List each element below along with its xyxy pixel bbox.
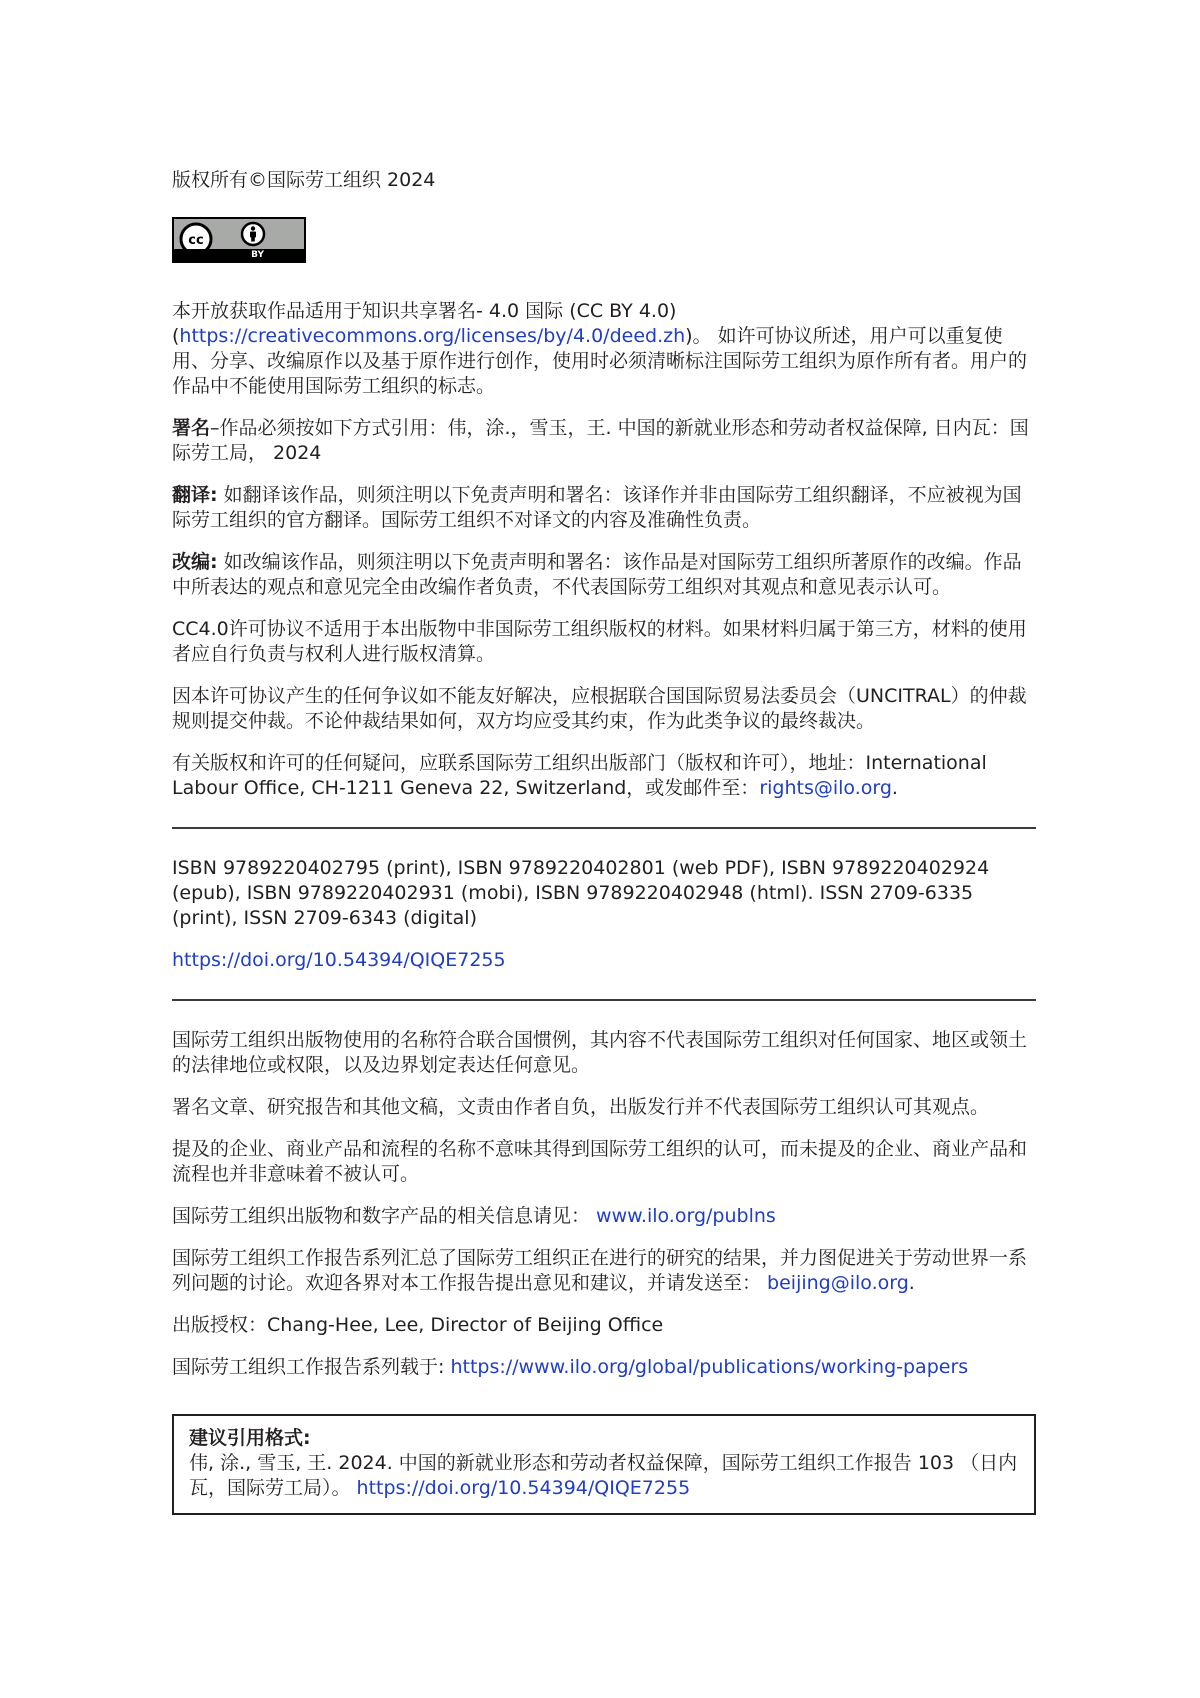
working-papers-text: 国际劳工组织工作报告系列汇总了国际劳工组织正在进行的研究的结果，并力图促进关于劳动世界一系列问题的讨论。欢迎各界对本工作报告提出意见和建议，并请发送至：	[172, 1247, 1028, 1294]
translation-label: 翻译:	[172, 484, 218, 506]
publications-text: 国际劳工组织出版物和数字产品的相关信息请见：	[172, 1205, 597, 1227]
working-papers-link[interactable]: https://www.ilo.org/global/publications/working-papers	[450, 1356, 969, 1378]
content	[172, 168, 1036, 1515]
series-text: 国际劳工组织工作报告系列载于:	[172, 1356, 451, 1378]
cc-badge-bar	[174, 249, 304, 261]
license-paragraph	[172, 299, 1036, 399]
translation-text: 如翻译该作品，则须注明以下免责声明和署名：该译作并非由国际劳工组织翻译，不应被视为国际劳工组织的官方翻译。国际劳工组织不对译文的内容及准确性负责。	[172, 484, 1022, 531]
attribution-label: 署名	[172, 417, 211, 439]
cc-note-paragraph: CC4.0许可协议不适用于本出版物中非国际劳工组织版权的材料。如果材料归属于第三方，材料的使用者应自行负责与权利人进行版权清算。	[172, 618, 1027, 665]
attribution-person-icon	[240, 221, 266, 247]
publications-paragraph	[172, 1204, 1036, 1229]
attribution-paragraph	[172, 416, 1036, 466]
cc-by-license-badge[interactable]	[172, 217, 306, 263]
dispute-paragraph: 因本许可协议产生的任何争议如不能友好解决，应根据联合国国际贸易法委员会（UNCITRAL）的仲裁规则提交仲裁。不论仲裁结果如何，双方均应受其约束，作为此类争议的最终裁决。	[172, 685, 1027, 732]
disclaimer-products: 提及的企业、商业产品和流程的名称不意味其得到国际劳工组织的认可，而未提及的企业、商业产品和流程也并非意味着不被认可。	[172, 1138, 1028, 1185]
working-papers-paragraph	[172, 1246, 1036, 1296]
beijing-email-link[interactable]: beijing@ilo.org	[767, 1272, 909, 1294]
publications-link[interactable]: www.ilo.org/publns	[596, 1205, 776, 1227]
contact-text: 有关版权和许可的任何疑问，应联系国际劳工组织出版部门（版权和许可），地址：International Labour Office, CH-1211 Geneva 22, Switzerland，或发邮件至：	[172, 752, 987, 799]
series-paragraph	[172, 1355, 1036, 1380]
citation-doi-link[interactable]: https://doi.org/10.54394/QIQE7255	[356, 1477, 691, 1499]
rights-email-link[interactable]: rights@ilo.org	[759, 777, 892, 799]
disclaimer-authors: 署名文章、研究报告和其他文稿，文责由作者自负，出版发行并不代表国际劳工组织认可其观点。	[172, 1096, 990, 1118]
divider-top	[172, 827, 1036, 829]
adaptation-label: 改编:	[172, 551, 218, 573]
working-papers-suffix: .	[908, 1272, 915, 1294]
cc-by-label: BY	[251, 250, 264, 260]
license-text-before: 本开放获取作品适用于知识共享署名- 4.0 国际 (CC BY 4.0) (	[172, 300, 677, 347]
adaptation-text: 如改编该作品，则须注明以下免责声明和署名：该作品是对国际劳工组织所著原作的改编。作品中所表达的观点和意见完全由改编作者负责，不代表国际劳工组织对其观点和意见表示认可。	[172, 551, 1022, 598]
attribution-text: –作品必须按如下方式引用：伟，涂.，雪玉，王. 中国的新就业形态和劳动者权益保障, 日内瓦：国际劳工局， 2024	[172, 417, 1029, 464]
isbn-paragraph: ISBN 9789220402795 (print), ISBN 9789220402801 (web PDF), ISBN 9789220402924 (epub), ISBN 9789220402931 (mobi), ISBN 9789220402948 (html). ISSN 2709-6335 (print), ISSN 2709-6343 (digital)	[172, 857, 990, 929]
cc-icon-text: cc	[188, 233, 204, 248]
doi-paragraph	[172, 948, 1036, 973]
divider-bottom	[172, 999, 1036, 1001]
disclaimer-names: 国际劳工组织出版物使用的名称符合联合国惯例，其内容不代表国际劳工组织对任何国家、地区或领土的法律地位或权限，以及边界划定表达任何意见。	[172, 1029, 1028, 1076]
citation-heading: 建议引用格式:	[189, 1427, 311, 1449]
translation-paragraph	[172, 483, 1036, 533]
contact-suffix: .	[891, 777, 898, 799]
contact-paragraph	[172, 751, 1036, 801]
citation-text: 伟, 涂., 雪玉, 王. 2024. 中国的新就业形态和劳动者权益保障，国际劳工组织工作报告 103 （日内瓦，国际劳工局）。	[189, 1452, 1018, 1499]
adaptation-paragraph	[172, 550, 1036, 600]
doi-link[interactable]: https://doi.org/10.54394/QIQE7255	[172, 949, 506, 971]
citation-text-paragraph	[189, 1451, 1019, 1501]
authorization-paragraph: 出版授权：Chang-Hee, Lee, Director of Beijing Office	[172, 1314, 664, 1336]
license-text-after: )。 如许可协议所述，用户可以重复使用、分享、改编原作以及基于原作进行创作，使用时必须清晰标注国际劳工组织为原作所有者。用户的作品中不能使用国际劳工组织的标志。	[172, 325, 1028, 397]
copyright-line: 版权所有©国际劳工组织 2024	[172, 169, 436, 191]
license-link[interactable]: https://creativecommons.org/licenses/by/4.0/deed.zh	[179, 325, 686, 347]
suggested-citation-box	[172, 1414, 1036, 1515]
